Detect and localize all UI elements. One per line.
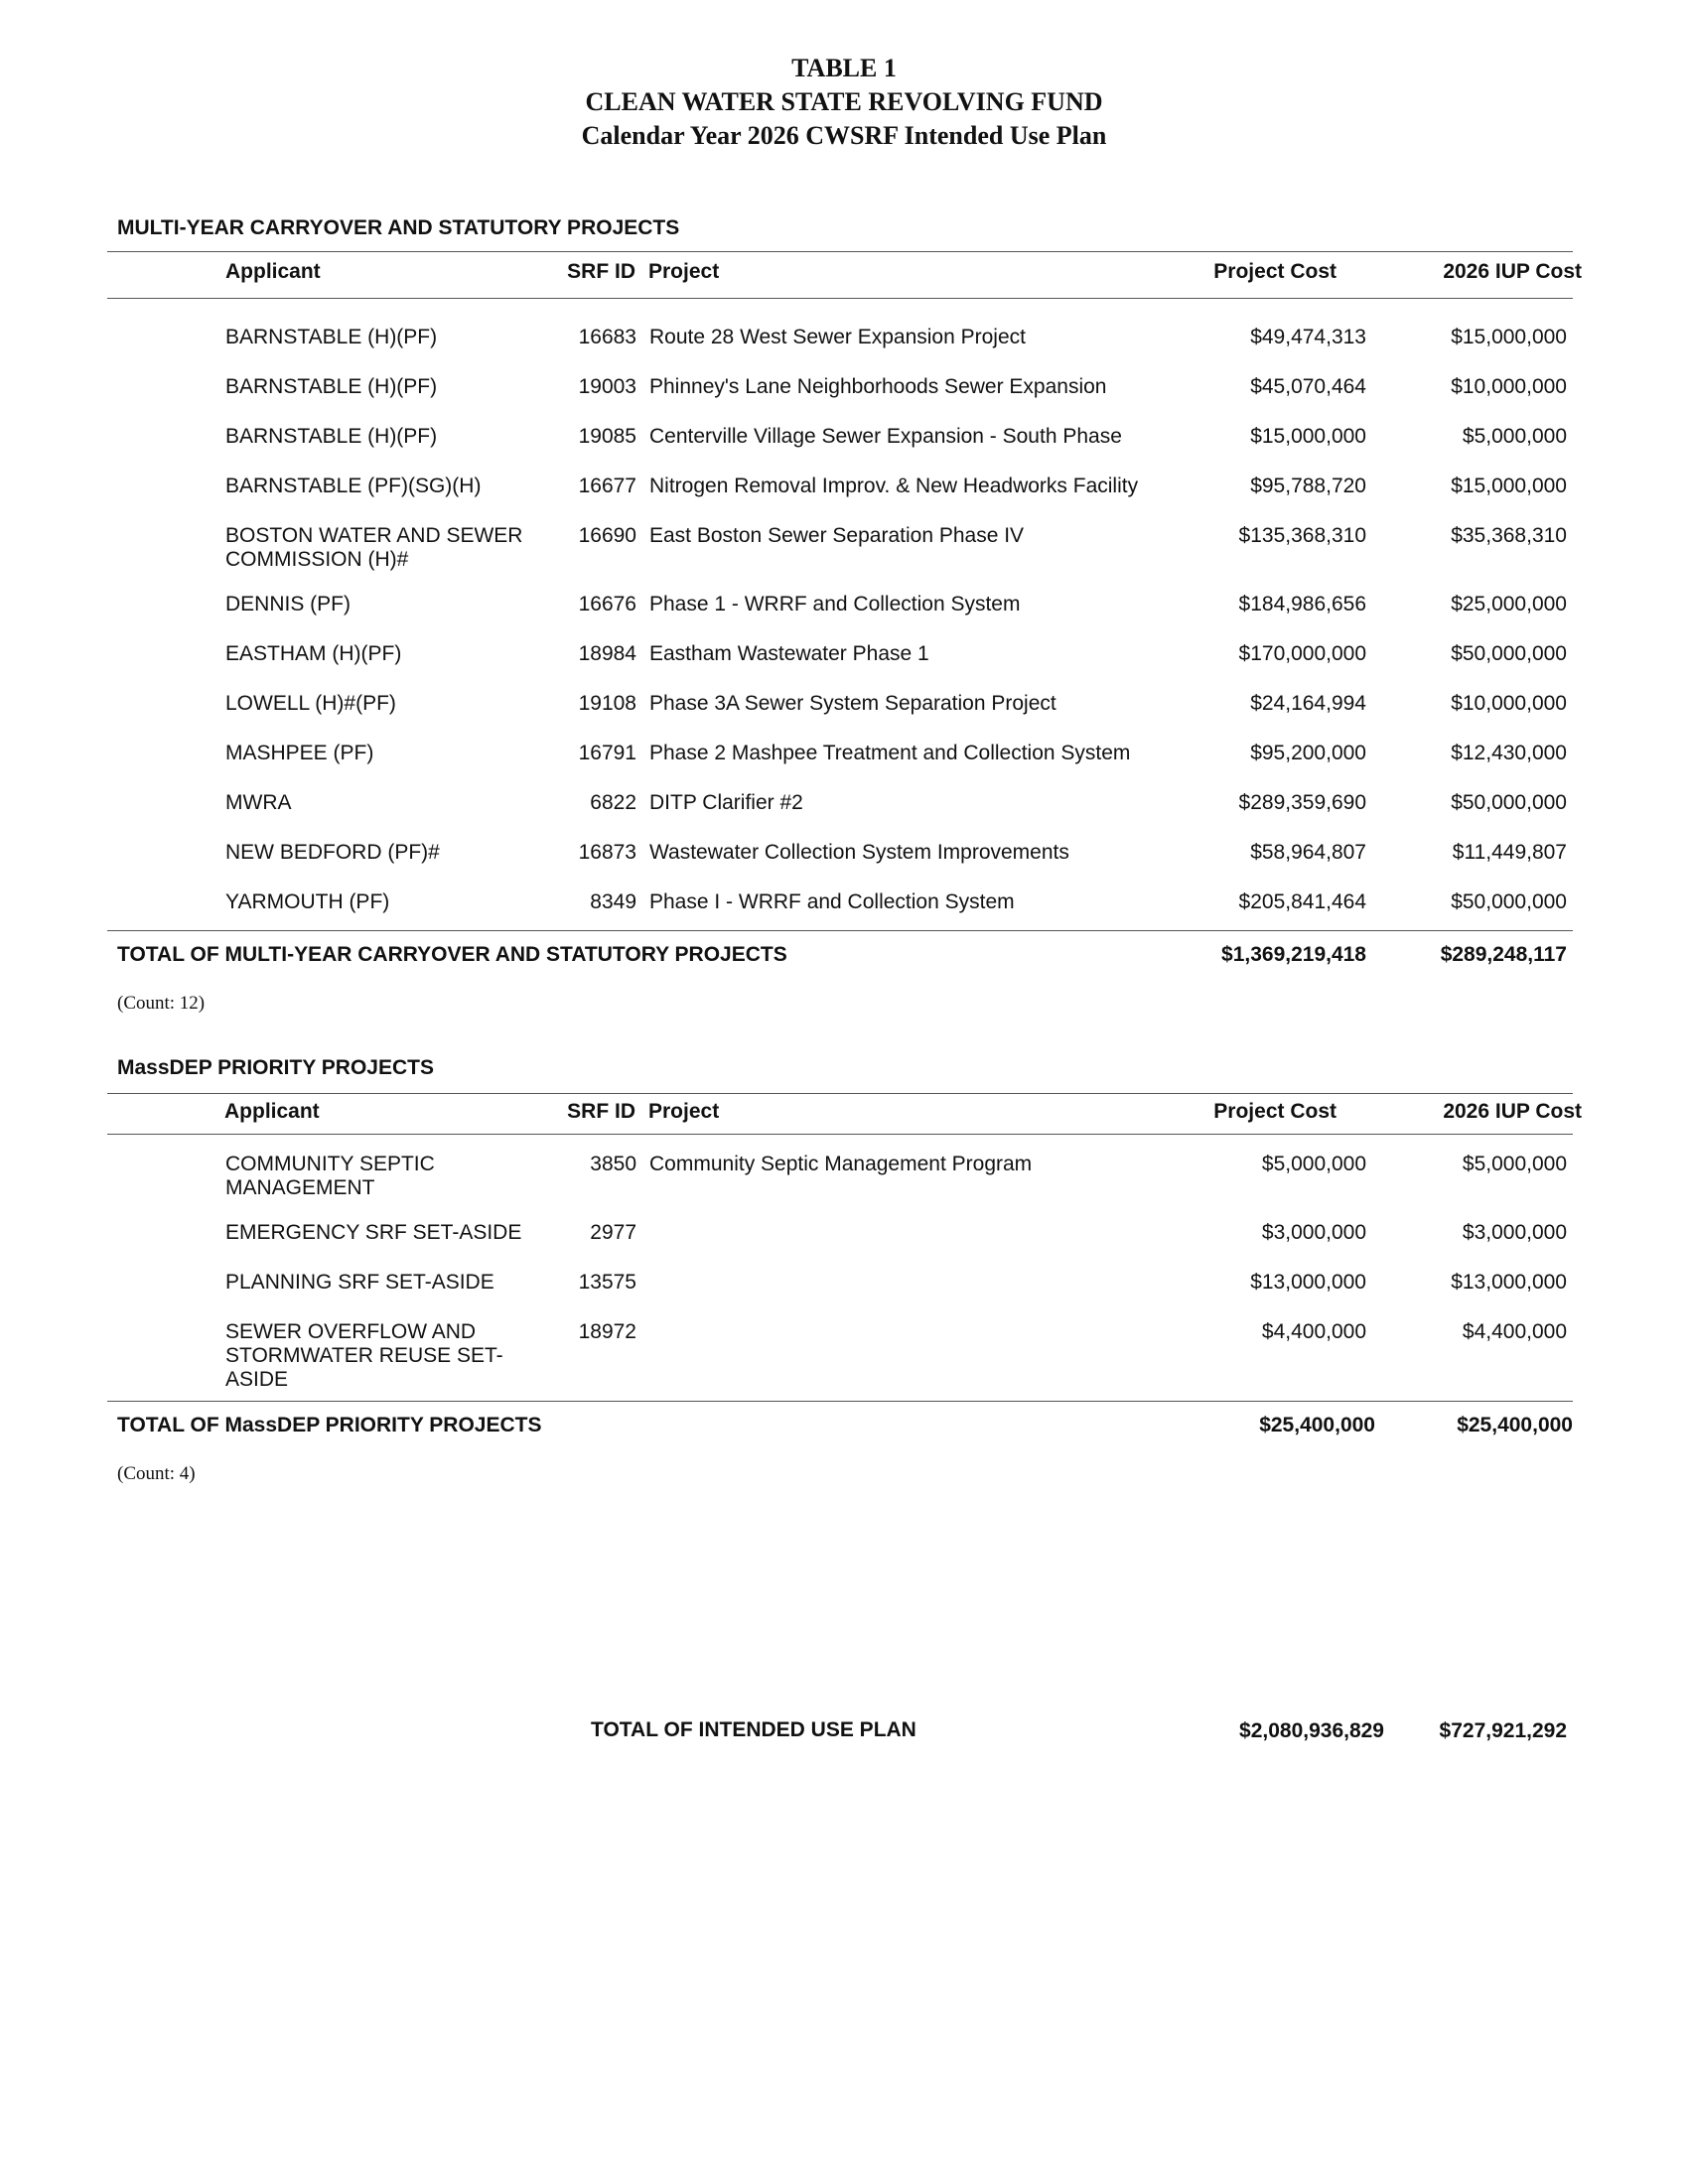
srf-id-cell: 16791 — [578, 742, 636, 764]
applicant-cell: YARMOUTH (PF) — [225, 890, 390, 913]
divider — [107, 251, 1573, 252]
project-cell: Route 28 West Sewer Expansion Project — [649, 326, 1026, 348]
applicant-cell: NEW BEDFORD (PF)# — [225, 841, 440, 864]
project-cell: Phinney's Lane Neighborhoods Sewer Expansion — [649, 375, 1107, 398]
divider — [107, 1093, 1573, 1094]
project-cost-cell: $95,788,720 — [1250, 475, 1366, 497]
project-cell: DITP Clarifier #2 — [649, 791, 803, 814]
iup-cost-cell: $12,430,000 — [1451, 742, 1567, 764]
applicant-cell: BOSTON WATER AND SEWER COMMISSION (H)# — [225, 524, 523, 571]
project-cost-cell: $205,841,464 — [1238, 890, 1366, 913]
project-cost-cell: $13,000,000 — [1250, 1271, 1366, 1294]
total-project-cost: $1,369,219,418 — [1221, 943, 1366, 966]
col-project-header: Project — [648, 260, 720, 283]
total-label: TOTAL OF MassDEP PRIORITY PROJECTS — [117, 1414, 542, 1436]
col-applicant-header: Applicant — [225, 260, 321, 283]
applicant-cell: EASTHAM (H)(PF) — [225, 642, 402, 665]
iup-cost-cell: $5,000,000 — [1462, 1153, 1567, 1175]
srf-id-cell: 6822 — [590, 791, 636, 814]
iup-cost-cell: $10,000,000 — [1451, 692, 1567, 715]
page-title — [0, 52, 1688, 153]
applicant-cell: BARNSTABLE (H)(PF) — [225, 425, 438, 448]
iup-cost-cell: $15,000,000 — [1451, 475, 1567, 497]
srf-id-cell: 16676 — [578, 593, 636, 615]
project-cell: Centerville Village Sewer Expansion - South Phase — [649, 425, 1122, 448]
srf-id-cell: 18972 — [578, 1320, 636, 1343]
srf-id-cell: 3850 — [590, 1153, 636, 1175]
project-cost-cell: $45,070,464 — [1250, 375, 1366, 398]
col-applicant-header: Applicant — [224, 1100, 320, 1123]
col-project-header: Project — [648, 1100, 720, 1123]
iup-cost-cell: $15,000,000 — [1451, 326, 1567, 348]
project-cost-cell: $135,368,310 — [1238, 524, 1366, 547]
iup-cost-cell: $50,000,000 — [1451, 791, 1567, 814]
section-heading-priority: MassDEP PRIORITY PROJECTS — [117, 1056, 434, 1079]
applicant-cell: DENNIS (PF) — [225, 593, 351, 615]
divider — [107, 1401, 1573, 1402]
grand-total-label: TOTAL OF INTENDED USE PLAN — [591, 1718, 916, 1741]
total-label: TOTAL OF MULTI-YEAR CARRYOVER AND STATUTORY PROJECTS — [117, 943, 787, 966]
title-line-3: Calendar Year 2026 CWSRF Intended Use Plan — [581, 121, 1107, 150]
project-cost-cell: $184,986,656 — [1238, 593, 1366, 615]
grand-total-iup-cost: $727,921,292 — [1439, 1719, 1567, 1742]
total-project-cost: $25,400,000 — [1259, 1414, 1375, 1436]
applicant-cell: MWRA — [225, 791, 292, 814]
row-count: (Count: 12) — [117, 993, 206, 1014]
col-srf-id-header: SRF ID — [567, 1100, 635, 1123]
srf-id-cell: 16873 — [578, 841, 636, 864]
iup-cost-cell: $50,000,000 — [1451, 642, 1567, 665]
project-cost-cell: $95,200,000 — [1250, 742, 1366, 764]
col-srf-id-header: SRF ID — [567, 260, 635, 283]
iup-cost-cell: $25,000,000 — [1451, 593, 1567, 615]
iup-cost-cell: $50,000,000 — [1451, 890, 1567, 913]
applicant-cell: MASHPEE (PF) — [225, 742, 374, 764]
iup-cost-cell: $13,000,000 — [1451, 1271, 1567, 1294]
srf-id-cell: 8349 — [590, 890, 636, 913]
col-iup-cost-header: 2026 IUP Cost — [1443, 1100, 1582, 1123]
divider — [107, 1134, 1573, 1135]
project-cost-cell: $4,400,000 — [1261, 1320, 1366, 1343]
project-cell: Eastham Wastewater Phase 1 — [649, 642, 929, 665]
project-cost-cell: $24,164,994 — [1250, 692, 1366, 715]
project-cost-cell: $3,000,000 — [1261, 1221, 1366, 1244]
divider — [107, 298, 1573, 299]
project-cost-cell: $170,000,000 — [1238, 642, 1366, 665]
applicant-cell: BARNSTABLE (H)(PF) — [225, 375, 438, 398]
title-line-2: CLEAN WATER STATE REVOLVING FUND — [585, 87, 1103, 116]
project-cell: Phase 2 Mashpee Treatment and Collection System — [649, 742, 1131, 764]
project-cell: Phase 3A Sewer System Separation Project — [649, 692, 1056, 715]
iup-cost-cell: $3,000,000 — [1462, 1221, 1567, 1244]
total-iup-cost: $25,400,000 — [1457, 1414, 1573, 1436]
srf-id-cell: 16683 — [578, 326, 636, 348]
iup-cost-cell: $5,000,000 — [1462, 425, 1567, 448]
iup-cost-cell: $10,000,000 — [1451, 375, 1567, 398]
project-cell: Wastewater Collection System Improvements — [649, 841, 1069, 864]
project-cell: East Boston Sewer Separation Phase IV — [649, 524, 1025, 547]
iup-cost-cell: $4,400,000 — [1462, 1320, 1567, 1343]
applicant-cell: LOWELL (H)#(PF) — [225, 692, 396, 715]
project-cell: Phase 1 - WRRF and Collection System — [649, 593, 1021, 615]
col-project-cost-header: Project Cost — [1213, 1100, 1336, 1123]
grand-total-project-cost: $2,080,936,829 — [1239, 1719, 1384, 1742]
iup-cost-cell: $11,449,807 — [1452, 841, 1567, 864]
project-cost-cell: $5,000,000 — [1261, 1153, 1366, 1175]
srf-id-cell: 18984 — [578, 642, 636, 665]
srf-id-cell: 19003 — [578, 375, 636, 398]
srf-id-cell: 16690 — [578, 524, 636, 547]
section-heading-carryover: MULTI-YEAR CARRYOVER AND STATUTORY PROJECTS — [117, 216, 680, 239]
project-cost-cell: $289,359,690 — [1238, 791, 1366, 814]
applicant-cell: BARNSTABLE (PF)(SG)(H) — [225, 475, 482, 497]
project-cell: Phase I - WRRF and Collection System — [649, 890, 1015, 913]
applicant-cell: COMMUNITY SEPTIC MANAGEMENT — [225, 1153, 435, 1199]
project-cell: Nitrogen Removal Improv. & New Headworks Facility — [649, 475, 1139, 497]
project-cost-cell: $15,000,000 — [1250, 425, 1366, 448]
col-project-cost-header: Project Cost — [1213, 260, 1336, 283]
total-iup-cost: $289,248,117 — [1440, 943, 1567, 966]
title-line-1: TABLE 1 — [791, 54, 897, 82]
project-cell: Community Septic Management Program — [649, 1153, 1033, 1175]
applicant-cell: SEWER OVERFLOW AND STORMWATER REUSE SET-ASIDE — [225, 1320, 503, 1391]
iup-cost-cell: $35,368,310 — [1451, 524, 1567, 547]
srf-id-cell: 19085 — [578, 425, 636, 448]
col-iup-cost-header: 2026 IUP Cost — [1443, 260, 1582, 283]
srf-id-cell: 19108 — [578, 692, 636, 715]
srf-id-cell: 16677 — [578, 475, 636, 497]
applicant-cell: BARNSTABLE (H)(PF) — [225, 326, 438, 348]
srf-id-cell: 2977 — [590, 1221, 636, 1244]
project-cost-cell: $58,964,807 — [1250, 841, 1366, 864]
divider — [107, 930, 1573, 931]
row-count: (Count: 4) — [117, 1463, 196, 1484]
applicant-cell: EMERGENCY SRF SET-ASIDE — [225, 1221, 522, 1244]
srf-id-cell: 13575 — [578, 1271, 636, 1294]
project-cost-cell: $49,474,313 — [1250, 326, 1366, 348]
applicant-cell: PLANNING SRF SET-ASIDE — [225, 1271, 494, 1294]
